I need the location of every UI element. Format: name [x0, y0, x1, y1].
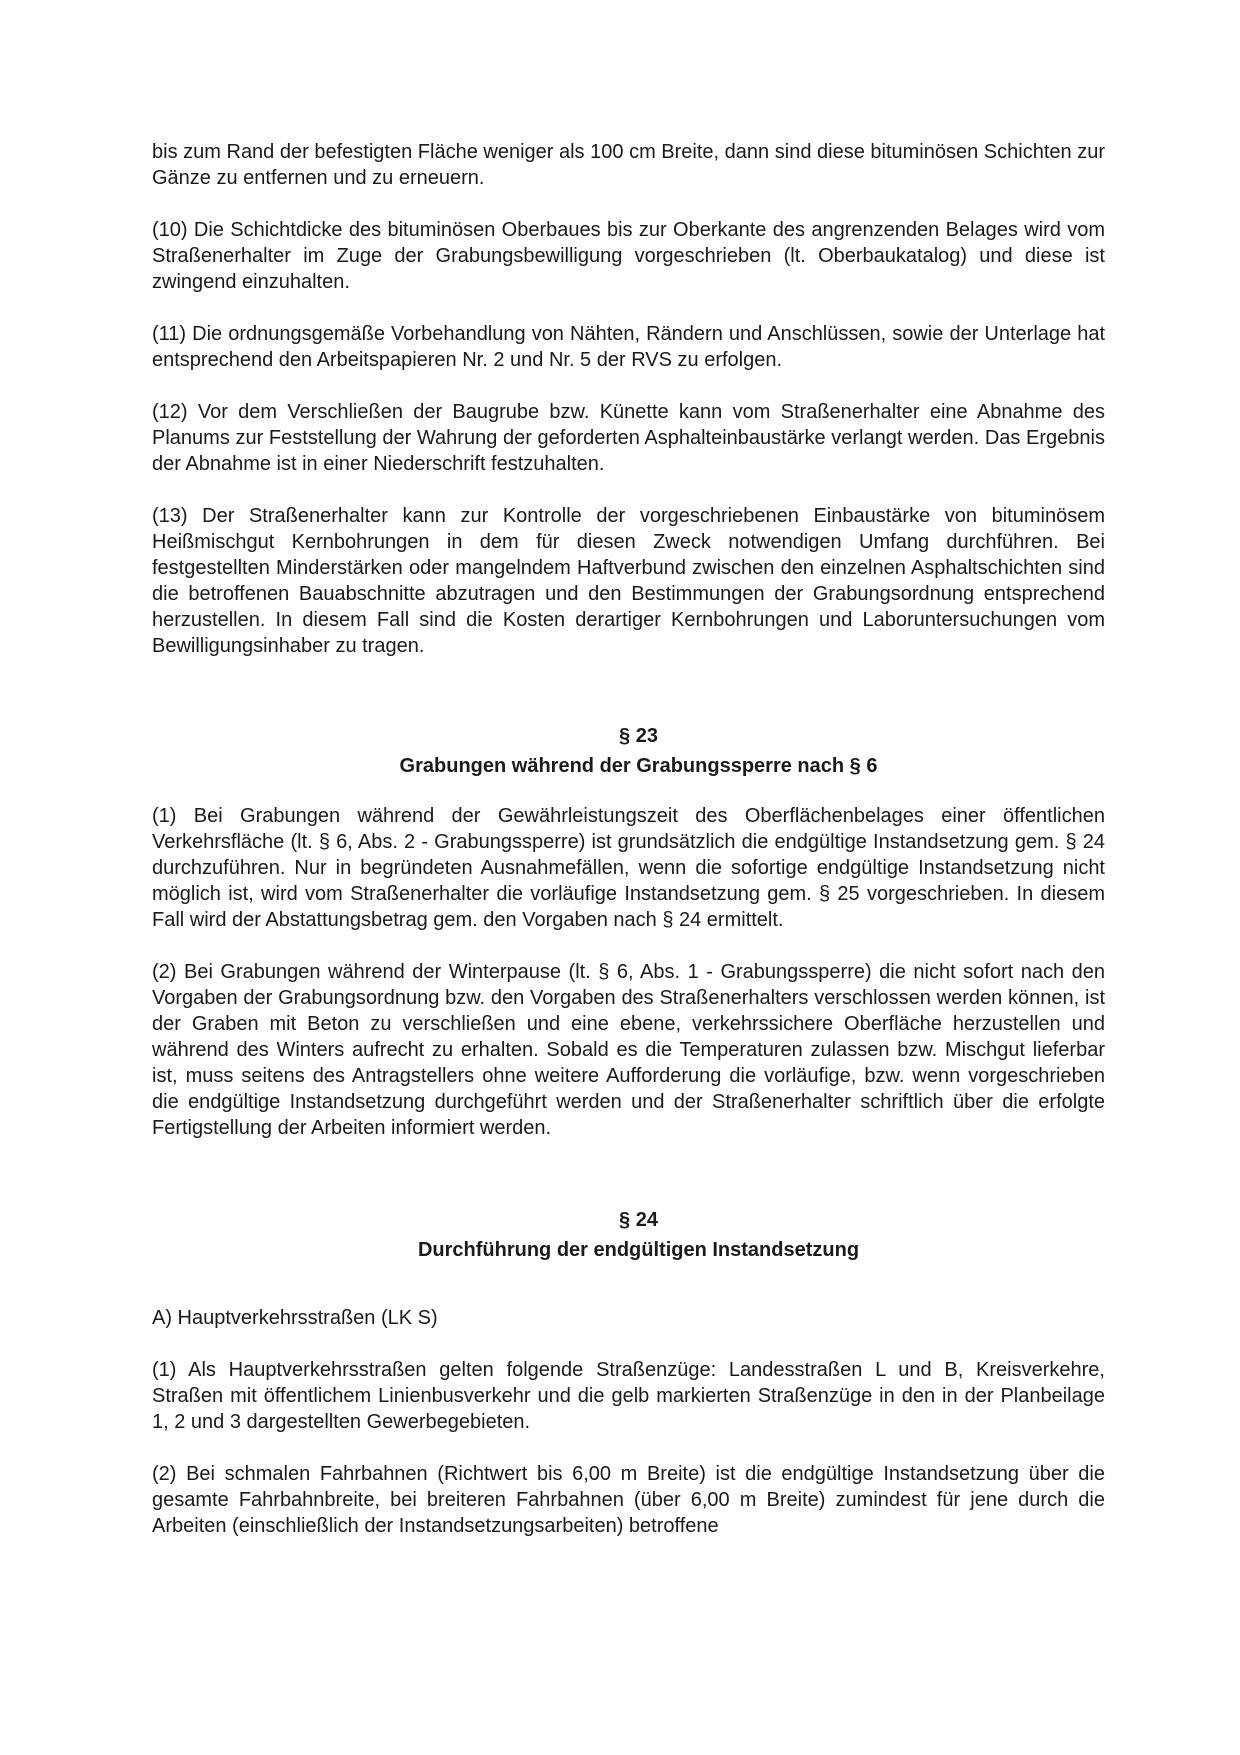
paragraph-10: (10) Die Schichtdicke des bituminösen Oberbaues bis zur Oberkante des angrenzenden Belages wird vom Straßenerhalter im Zuge der Grabungsbewilligung vorgeschrieben (lt. Oberbaukatalog) und diese ist zwingend einzuhalten.	[152, 219, 1105, 293]
section-23-heading	[152, 721, 1105, 781]
section-23-paragraph-2: (2) Bei Grabungen während der Winterpause (lt. § 6, Abs. 1 - Grabungssperre) die nicht sofort nach den Vorgaben der Grabungsordnung bzw. den Vorgaben des Straßenerhalters verschlossen werden können, ist der Graben mit Beton zu verschließen und eine ebene, verkehrssichere Oberfläche herzustellen und während des Winters aufrecht zu erhalten. Sobald es die Temperaturen zulassen bzw. Mischgut lieferbar ist, muss seitens des Antragstellers ohne weitere Aufforderung die vorläufige, bzw. wenn vorgeschrieben die endgültige Instandsetzung durchgeführt werden und der Straßenerhalter schriftlich über die erfolgte Fertigstellung der Arbeiten informiert werden.	[152, 961, 1105, 1139]
section-24-subheading: A) Hauptverkehrsstraßen (LK S)	[152, 1307, 438, 1329]
paragraph-12: (12) Vor dem Verschließen der Baugrube bzw. Künette kann vom Straßenerhalter eine Abnahme des Planums zur Feststellung der Wahrung der geforderten Asphalteinbaustärke verlangt werden. Das Ergebnis der Abnahme ist in einer Niederschrift festzuhalten.	[152, 401, 1105, 475]
section-23-paragraph-1: (1) Bei Grabungen während der Gewährleistungszeit des Oberflächenbelages einer öffentlichen Verkehrsfläche (lt. § 6, Abs. 2 - Grabungssperre) ist grundsätzlich die endgültige Instandsetzung gem. § 24 durchzuführen. Nur in begründeten Ausnahmefällen, wenn die sofortige endgültige Instandsetzung nicht möglich ist, wird vom Straßenerhalter die vorläufige Instandsetzung gem. § 25 vorgeschrieben. In diesem Fall wird der Abstattungsbetrag gem. den Vorgaben nach § 24 ermittelt.	[152, 805, 1105, 931]
paragraph-13: (13) Der Straßenerhalter kann zur Kontrolle der vorgeschriebenen Einbaustärke von bituminösem Heißmischgut Kernbohrungen in dem für diesen Zweck notwendigen Umfang durchführen. Bei festgestellten Minderstärken oder mangelndem Haftverbund zwischen den einzelnen Asphaltschichten sind die betroffenen Bauabschnitte abzutragen und den Bestimmungen der Grabungsordnung entsprechend herzustellen. In diesem Fall sind die Kosten derartiger Kernbohrungen und Laboruntersuchungen vom Bewilligungsinhaber zu tragen.	[152, 505, 1105, 657]
paragraph-11: (11) Die ordnungsgemäße Vorbehandlung von Nähten, Rändern und Anschlüssen, sowie der Unterlage hat entsprechend den Arbeitspapieren Nr. 2 und Nr. 5 der RVS zu erfolgen.	[152, 323, 1105, 371]
section-23-title: Grabungen während der Grabungssperre nach § 6	[399, 755, 878, 777]
document-body	[152, 139, 1105, 1539]
section-23-number: § 23	[619, 725, 658, 747]
paragraph-continuation: bis zum Rand der befestigten Fläche weniger als 100 cm Breite, dann sind diese bituminösen Schichten zur Gänze zu entfernen und zu erneuern.	[152, 141, 1105, 189]
section-24-paragraph-1: (1) Als Hauptverkehrsstraßen gelten folgende Straßenzüge: Landesstraßen L und B, Kreisverkehre, Straßen mit öffentlichem Linienbusverkehr und die gelb markierten Straßenzüge in den in der Planbeilage 1, 2 und 3 dargestellten Gewerbegebieten.	[152, 1359, 1105, 1433]
section-24-paragraph-2: (2) Bei schmalen Fahrbahnen (Richtwert bis 6,00 m Breite) ist die endgültige Instandsetzung über die gesamte Fahrbahnbreite, bei breiteren Fahrbahnen (über 6,00 m Breite) zumindest für jene durch die Arbeiten (einschließlich der Instandsetzungsarbeiten) betroffene	[152, 1463, 1105, 1537]
section-24-heading	[152, 1205, 1105, 1265]
section-24-number: § 24	[619, 1209, 658, 1231]
section-24-title: Durchführung der endgültigen Instandsetzung	[417, 1239, 860, 1261]
